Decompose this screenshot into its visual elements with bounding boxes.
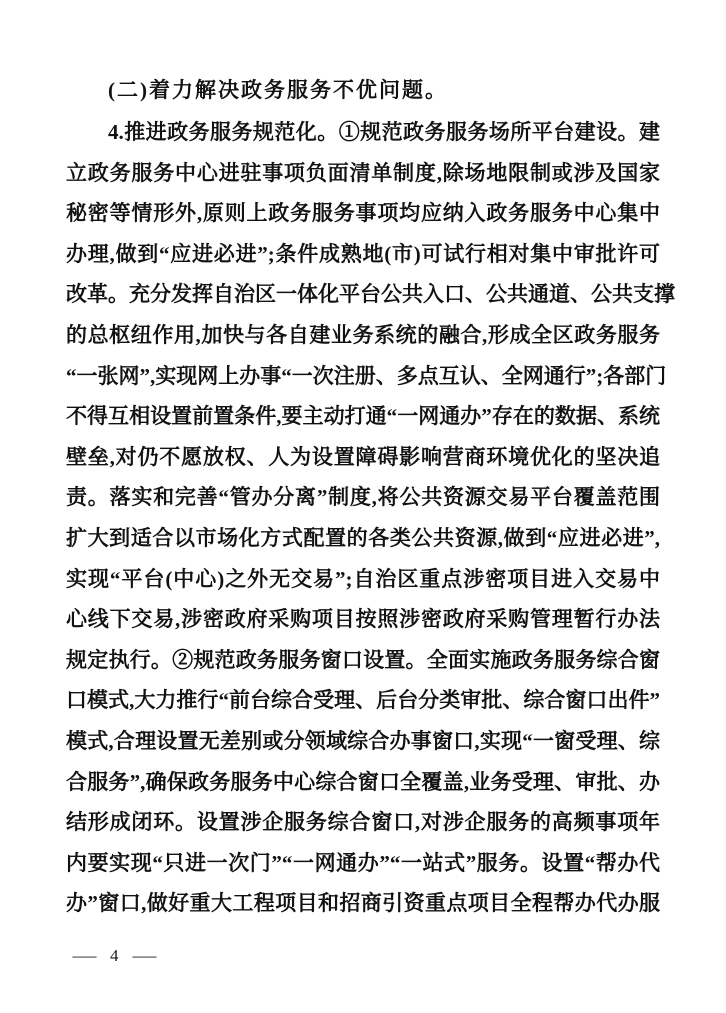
- paragraph-line: 口模式,大力推行“前台综合受理、后台分类审批、综合窗口出件”: [66, 688, 660, 713]
- footer-dash-left: —: [72, 946, 97, 965]
- paragraph-line: 心线下交易,涉密政府采购项目按照涉密政府采购管理暂行办法: [66, 607, 660, 632]
- text-block: [66, 70, 675, 924]
- paragraph-line: 模式,合理设置无差别或分领域综合办事窗口,实现“一窗受理、综: [66, 728, 660, 753]
- paragraph-line: 改革。充分发挥自治区一体化平台公共入口、公共通道、公共支撑: [66, 282, 675, 307]
- paragraph-line: 立政务服务中心进驻事项负面清单制度,除场地限制或涉及国家: [66, 160, 660, 185]
- footer-dash-right: —: [132, 946, 156, 965]
- paragraph-line: 办理,做到“应进必进”;条件成熟地(市)可试行相对集中审批许可: [66, 241, 660, 266]
- paragraph-line: “一张网”,实现网上办事“一次注册、多点互认、全网通行”;各部门: [66, 363, 667, 388]
- paragraph-line: 责。落实和完善“管办分离”制度,将公共资源交易平台覆盖范围: [66, 485, 660, 510]
- paragraph: [66, 112, 675, 924]
- paragraph-line: 内要实现“只进一次门”“一网通办”“一站式”服务。设置“帮办代: [66, 850, 660, 875]
- paragraph-line: 规定执行。②规范政务服务窗口设置。全面实施政务服务综合窗: [66, 647, 660, 672]
- paragraph-line: 秘密等情形外,原则上政务服务事项均应纳入政务服务中心集中: [66, 201, 660, 226]
- paragraph-line: 扩大到适合以市场化方式配置的各类公共资源,做到“应进必进”,: [66, 525, 660, 550]
- paragraph-line: 不得互相设置前置条件,要主动打通“一网通办”存在的数据、系统: [66, 404, 660, 429]
- paragraph-line: 的总枢纽作用,加快与各自建业务系统的融合,形成全区政务服务: [66, 322, 660, 347]
- page-number: 4: [110, 946, 119, 965]
- paragraph-line: 壁垒,对仍不愿放权、人为设置障碍影响营商环境优化的坚决追: [66, 444, 660, 469]
- paragraph-line: 实现“平台(中心)之外无交易”;自治区重点涉密项目进入交易中: [66, 566, 660, 591]
- paragraph-line: 4.推进政务服务规范化。①规范政务服务场所平台建设。建: [108, 120, 660, 144]
- paragraph-line: 合服务”,确保政务服务中心综合窗口全覆盖,业务受理、审批、办: [66, 769, 660, 794]
- page-footer: [72, 946, 156, 966]
- section-heading: (二)着力解决政务服务不优问题。: [108, 78, 448, 102]
- paragraph-line: 办”窗口,做好重大工程项目和招商引资重点项目全程帮办代办服: [66, 891, 660, 916]
- paragraph-line: 结形成闭环。设置涉企服务综合窗口,对涉企服务的高频事项年: [66, 810, 660, 835]
